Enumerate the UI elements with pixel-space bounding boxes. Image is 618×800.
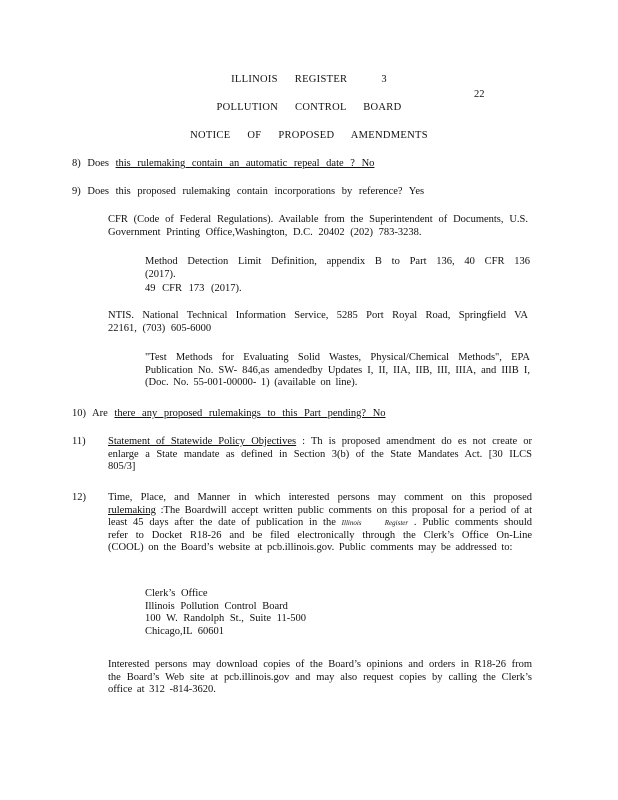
page-number: 22 <box>474 89 485 100</box>
item-11 <box>108 436 532 474</box>
item-12-lead: Time, Place, and Manner in which interested persons may comment on this proposed <box>108 492 532 503</box>
cfr-reference: CFR (Code of Federal Regulations). Available from the Superintendent of Documents, U.S. Government Printing Office,Washington, D.C. 20402 (202) 783-3238. <box>108 214 528 238</box>
address-line-3: 100 W. Randolph St., Suite 11-500 <box>145 613 307 625</box>
item-12-number: 12) <box>72 492 86 503</box>
cfr-49-reference: 49 CFR 173 (2017). <box>145 283 242 294</box>
header-issue-number: 3 <box>381 74 387 85</box>
item-8-question: this rulemaking contain an automatic repeal date ? No <box>115 158 375 169</box>
item-10-prefix: 10) Are <box>72 408 115 419</box>
clerk-address <box>145 588 445 638</box>
item-12-italic-illinois: Illinois <box>341 519 362 528</box>
item-10 <box>72 408 552 421</box>
item-8-prefix: 8) Does <box>72 158 116 169</box>
item-12-heading: rulemaking <box>108 504 156 516</box>
ntis-reference: NTIS. National Technical Information Service, 5285 Port Royal Road, Springfield VA 22161, (703) 605-6000 <box>108 310 528 334</box>
method-detection-reference: Method Detection Limit Definition, appendix B to Part 136, 40 CFR 136 (2017). <box>145 256 530 280</box>
item-12 <box>108 492 532 555</box>
item-11-body: : Th is proposed amendment do es not create or enlarge a State mandate as defined in Section 3(b) of the State Mandates Act. [30 ILCS 805/3] <box>108 436 532 473</box>
item-12-body-a: :The Boardwill accept written public comments on this proposal for a period of at least 45 days after the date of publication in the <box>108 504 532 529</box>
header-state: ILLINOIS <box>231 74 278 85</box>
header-notice: NOTICE OF PROPOSED AMENDMENTS <box>190 130 428 141</box>
item-8 <box>72 158 552 171</box>
header-register-line <box>0 74 618 87</box>
header-agency: POLLUTION CONTROL BOARD <box>216 102 402 113</box>
item-9: 9) Does this proposed rulemaking contain incorporations by reference? Yes <box>72 186 425 197</box>
header-register: REGISTER <box>294 74 348 85</box>
address-line-4: Chicago,IL 60601 <box>145 625 225 637</box>
item-10-question: there any proposed rulemakings to this Part pending? No <box>114 408 386 419</box>
item-12-italic-register: Register <box>384 519 409 528</box>
address-line-1: Clerk’s Office <box>145 588 208 599</box>
item-11-number: 11) <box>72 436 86 447</box>
test-methods-reference: "Test Methods for Evaluating Solid Wastes, Physical/Chemical Methods", EPA Publication No. SW- 846,as amendedby Updates I, II, IIA, IIB, III, IIIA, and IIIB I, (Doc. No. 55-001-00000- 1) (available on line). <box>145 352 530 389</box>
download-info: Interested persons may download copies of the Board’s opinions and orders in R18-26 from the Board’s Web site at pcb.illinois.gov and may also request copies by calling the Clerk’s office at 312 -814-3620. <box>108 659 532 696</box>
item-12-body-b: . Public comments should refer to Docket R18-26 and be filed electronically through the Clerk’s Office On-Line (COOL) on the Board’s website at pcb.illinois.gov. Public comments may be addressed to: <box>108 517 532 554</box>
item-11-heading: Statement of Statewide Policy Objectives <box>108 436 297 447</box>
address-line-2: Illinois Pollution Control Board <box>145 600 288 612</box>
